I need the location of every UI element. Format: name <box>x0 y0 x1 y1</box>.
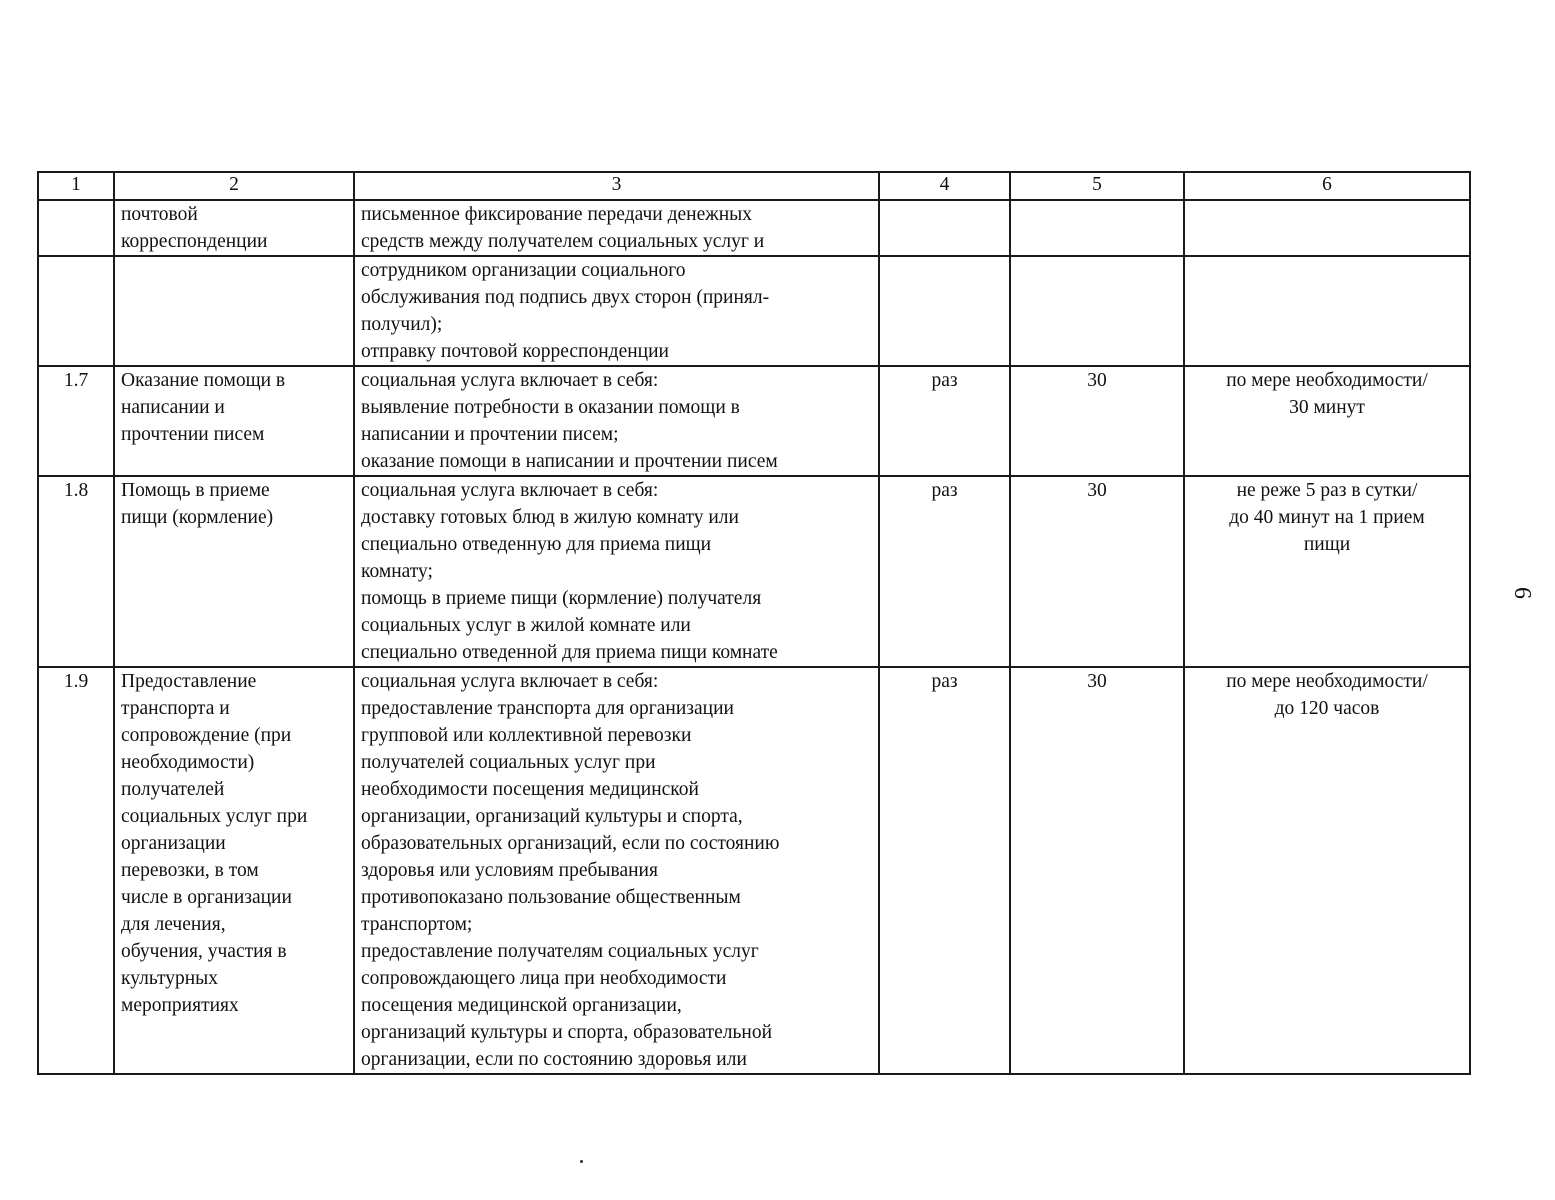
time-norm-cell <box>1010 200 1184 256</box>
frequency-cell <box>1184 667 1470 1074</box>
service-name-cell <box>114 476 354 667</box>
service-description-cell-line: специально отведенной для приема пищи комнате <box>361 642 778 663</box>
service-description-cell-line: предоставление получателям социальных услуг <box>361 941 759 962</box>
service-name-cell <box>114 366 354 476</box>
unit-cell: раз <box>879 667 1010 1074</box>
service-name-cell-line: Помощь в приеме <box>121 480 270 501</box>
header-cell-4: 4 <box>879 172 1010 200</box>
table-row <box>38 667 1470 1074</box>
service-description-cell-line: сопровождающего лица при необходимости <box>361 968 727 989</box>
service-name-cell-line: организации <box>121 833 226 854</box>
service-name-cell-line: прочтении писем <box>121 424 265 445</box>
service-name-cell-line: почтовой <box>121 204 198 225</box>
service-description-cell-line: получил); <box>361 314 443 335</box>
service-name-cell <box>114 667 354 1074</box>
service-description-cell <box>354 476 879 667</box>
frequency-cell-line: до 40 минут на 1 прием <box>1229 507 1425 528</box>
service-description-cell-line: выявление потребности в оказании помощи в <box>361 397 740 418</box>
service-description-cell <box>354 667 879 1074</box>
frequency-cell <box>1184 200 1470 256</box>
service-description-cell-line: доставку готовых блюд в жилую комнату или <box>361 507 739 528</box>
frequency-cell-line: по мере необходимости/ <box>1226 370 1428 391</box>
service-name-cell-line: написании и <box>121 397 225 418</box>
service-name-cell <box>114 256 354 366</box>
services-table <box>37 171 1471 1075</box>
service-description-cell-line: групповой или коллективной перевозки <box>361 725 692 746</box>
service-description-cell <box>354 256 879 366</box>
service-name-cell-line: числе в организации <box>121 887 292 908</box>
service-description-cell-line: социальная услуга включает в себя: <box>361 370 659 391</box>
service-description-cell <box>354 366 879 476</box>
service-name-cell-line: получателей <box>121 779 225 800</box>
frequency-cell-line: 30 минут <box>1289 397 1365 418</box>
time-norm-cell: 30 <box>1010 366 1184 476</box>
row-number-cell: 1.9 <box>38 667 114 1074</box>
time-norm-cell: 30 <box>1010 667 1184 1074</box>
service-description-cell-line: противопоказано пользование общественным <box>361 887 741 908</box>
frequency-cell <box>1184 476 1470 667</box>
table-row <box>38 256 1470 366</box>
table-row <box>38 476 1470 667</box>
unit-cell <box>879 256 1010 366</box>
service-description-cell-line: образовательных организаций, если по состоянию <box>361 833 780 854</box>
service-description-cell-line: предоставление транспорта для организации <box>361 698 734 719</box>
frequency-cell-line: до 120 часов <box>1274 698 1380 719</box>
service-description-cell-line: социальная услуга включает в себя: <box>361 480 659 501</box>
service-description-cell-line: организаций культуры и спорта, образовательной <box>361 1022 773 1043</box>
service-description-cell-line: специально отведенную для приема пищи <box>361 534 712 555</box>
time-norm-cell: 30 <box>1010 476 1184 667</box>
time-norm-cell <box>1010 256 1184 366</box>
header-cell-3: 3 <box>354 172 879 200</box>
frequency-cell <box>1184 366 1470 476</box>
table-row <box>38 200 1470 256</box>
service-description-cell-line: помощь в приеме пищи (кормление) получателя <box>361 588 762 609</box>
row-number-cell <box>38 256 114 366</box>
service-name-cell-line: обучения, участия в <box>121 941 287 962</box>
scan-speck <box>580 1160 583 1163</box>
service-name-cell-line: Оказание помощи в <box>121 370 286 391</box>
header-cell-6: 6 <box>1184 172 1470 200</box>
service-name-cell <box>114 200 354 256</box>
service-name-cell-line: культурных <box>121 968 219 989</box>
service-name-cell-line: пищи (кормление) <box>121 507 274 528</box>
service-description-cell-line: транспортом; <box>361 914 473 935</box>
row-number-cell: 1.7 <box>38 366 114 476</box>
service-name-cell-line: перевозки, в том <box>121 860 259 881</box>
service-description-cell-line: организации, если по состоянию здоровья или <box>361 1049 747 1070</box>
frequency-cell-line: пищи <box>1303 534 1351 555</box>
header-cell-2: 2 <box>114 172 354 200</box>
service-name-cell-line: корреспонденции <box>121 231 268 252</box>
service-description-cell <box>354 200 879 256</box>
service-description-cell-line: социальная услуга включает в себя: <box>361 671 659 692</box>
page-number: 6 <box>1509 587 1535 599</box>
service-description-cell-line: организации, организаций культуры и спорта, <box>361 806 743 827</box>
service-description-cell-line: оказание помощи в написании и прочтении писем <box>361 451 778 472</box>
service-name-cell-line: сопровождение (при <box>121 725 292 746</box>
frequency-cell-line: по мере необходимости/ <box>1226 671 1428 692</box>
service-description-cell-line: письменное фиксирование передачи денежных <box>361 204 753 225</box>
service-description-cell-line: обслуживания под подпись двух сторон (принял- <box>361 287 770 308</box>
service-name-cell-line: для лечения, <box>121 914 226 935</box>
service-description-cell-line: здоровья или условиям пребывания <box>361 860 658 881</box>
header-cell-1: 1 <box>38 172 114 200</box>
unit-cell: раз <box>879 366 1010 476</box>
row-number-cell: 1.8 <box>38 476 114 667</box>
service-description-cell-line: написании и прочтении писем; <box>361 424 619 445</box>
header-cell-5: 5 <box>1010 172 1184 200</box>
service-description-cell-line: сотрудником организации социального <box>361 260 686 281</box>
service-description-cell-line: средств между получателем социальных услуг и <box>361 231 765 252</box>
service-name-cell-line: социальных услуг при <box>121 806 308 827</box>
frequency-cell <box>1184 256 1470 366</box>
unit-cell <box>879 200 1010 256</box>
service-description-cell-line: посещения медицинской организации, <box>361 995 682 1016</box>
service-description-cell-line: социальных услуг в жилой комнате или <box>361 615 691 636</box>
service-description-cell-line: получателей социальных услуг при <box>361 752 656 773</box>
service-name-cell-line: Предоставление <box>121 671 257 692</box>
table-row <box>38 366 1470 476</box>
frequency-cell-line: не реже 5 раз в сутки/ <box>1236 480 1418 501</box>
service-description-cell-line: необходимости посещения медицинской <box>361 779 699 800</box>
service-name-cell-line: мероприятиях <box>121 995 239 1016</box>
service-name-cell-line: транспорта и <box>121 698 230 719</box>
service-description-cell-line: комнату; <box>361 561 433 582</box>
header-row <box>38 172 1470 200</box>
service-description-cell-line: отправку почтовой корреспонденции <box>361 341 669 362</box>
unit-cell: раз <box>879 476 1010 667</box>
row-number-cell <box>38 200 114 256</box>
service-name-cell-line: необходимости) <box>121 752 255 773</box>
